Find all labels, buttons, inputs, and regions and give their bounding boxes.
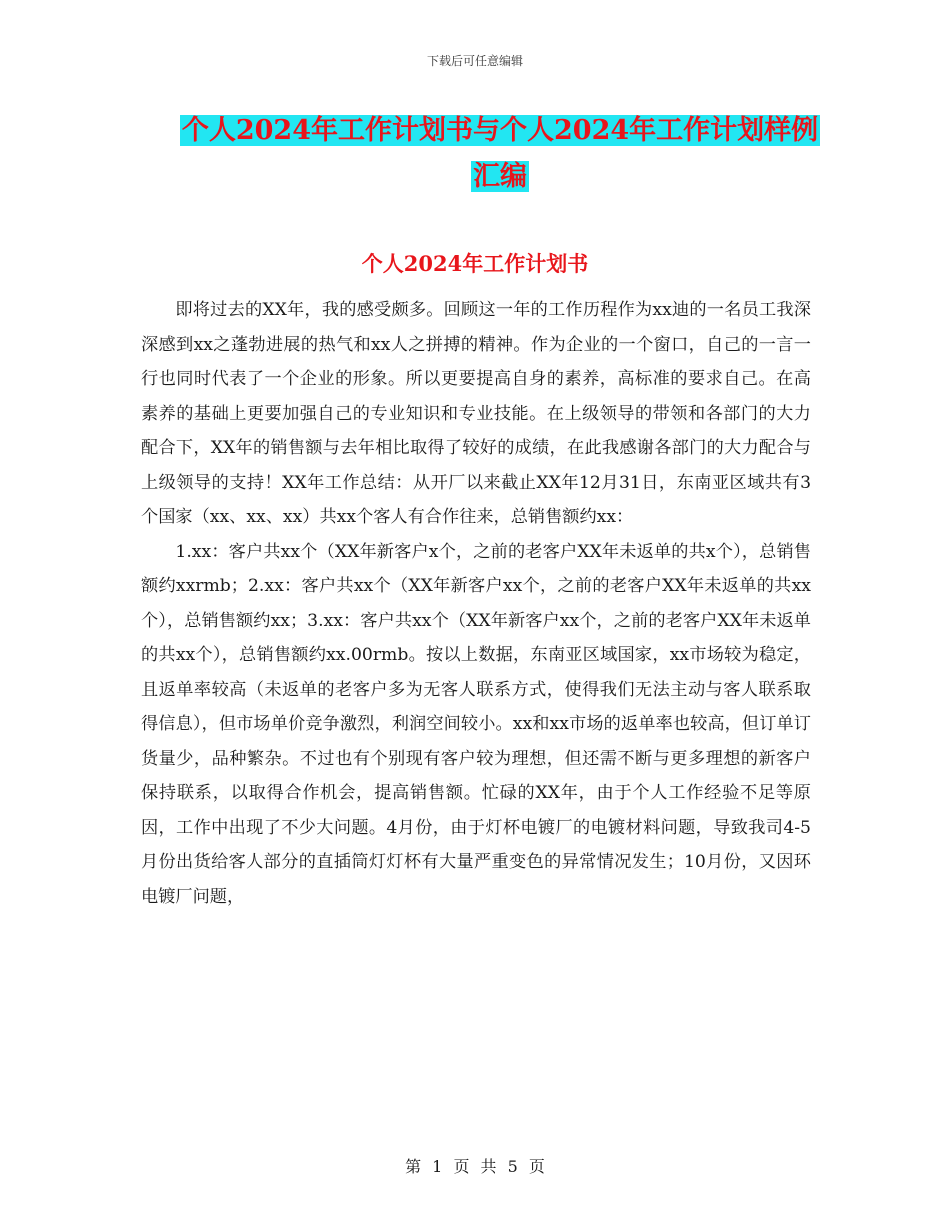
section-title: 个人2024年工作计划书: [361, 251, 589, 276]
document-title-line2: 汇编: [473, 161, 527, 192]
document-body: [141, 293, 811, 914]
document-title-line1: 个人2024年工作计划书与个人2024年工作计划样例: [181, 115, 819, 146]
page-header-note: 下载后可任意编辑: [426, 54, 523, 68]
body-paragraph-2: 1.xx：客户共xx个（XX年新客户x个，之前的老客户XX年未返单的共x个），总销售额约xxrmb；2.xx：客户共xx个（XX年新客户xx个，之前的老客户XX年未返单的共xx个），总销售额约xx；3.xx：客户共xx个（XX年新客户xx个，之前的老客户XX年未返单的共xx个），总销售额约xx.00rmb。按以上数据，东南亚区域国家，xx市场较为稳定，且返单率较高（未返单的老客户多为无客人联系方式，使得我们无法主动与客人联系取得信息），但市场单价竞争激烈，利润空间较小。xx和xx市场的返单率也较高，但订单订货量少，品种繁杂。不过也有个别现有客户较为理想，但还需不断与更多理想的新客户保持联系，以取得合作机会，提高销售额。忙碌的XX年，由于个人工作经验不足等原因，工作中出现了不少大问题。4月份，由于灯杯电镀厂的电镀材料问题，导致我司4-5月份出货给客人部分的直插筒灯灯杯有大量严重变色的异常情况发生；10月份，又因环电镀厂问题，: [141, 541, 811, 907]
body-paragraph-1: 即将过去的XX年，我的感受颇多。回顾这一年的工作历程作为xx迪的一名员工我深深感到xx之蓬勃进展的热气和xx人之拼搏的精神。作为企业的一个窗口，自己的一言一行也同时代表了一个企业的形象。所以更要提高自身的素养，高标准的要求自己。在高素养的基础上更要加强自己的专业知识和专业技能。在上级领导的带领和各部门的大力配合下，XX年的销售额与去年相比取得了较好的成绩，在此我感谢各部门的大力配合与上级领导的支持！XX年工作总结：从开厂以来截止XX年12月31日，东南亚区域共有3个国家（xx、xx、xx）共xx个客人有合作往来，总销售额约xx：: [141, 300, 811, 527]
page-number-footer: 第 1 页 共 5 页: [405, 1157, 545, 1176]
document-title: [150, 108, 850, 200]
